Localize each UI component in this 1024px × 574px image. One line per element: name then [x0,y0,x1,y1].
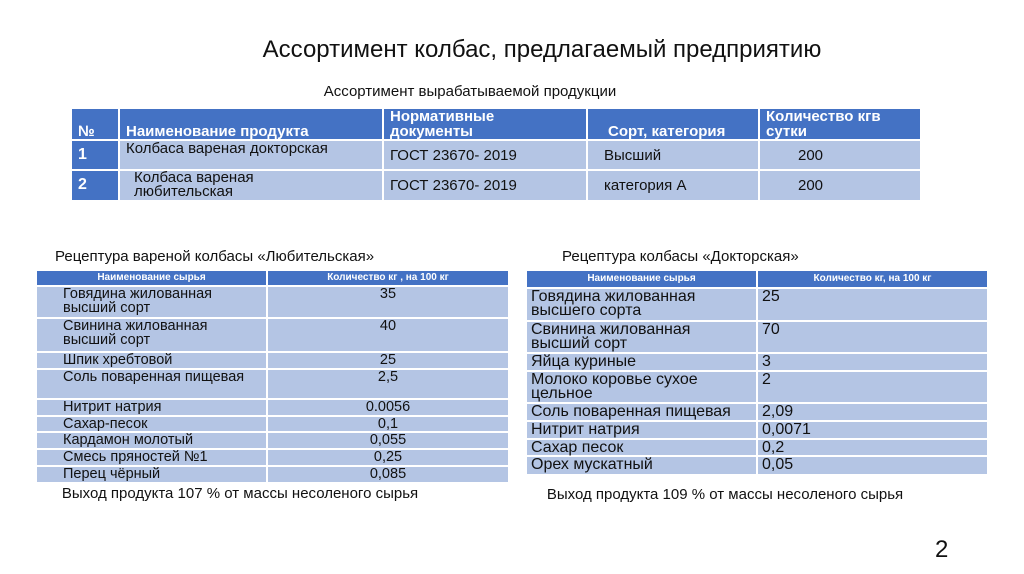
table-row [527,422,987,438]
recipe-table-lyubitelskaya [35,269,510,484]
cell: ГОСТ 23670- 2019 [384,171,586,200]
quantity-cell: 0,1 [268,417,508,432]
column-header: Сорт, категория [588,109,758,139]
recipe-left-title: Рецептура вареной колбасы «Любительская» [55,248,375,265]
table-row [37,450,508,465]
column-header: Нормативные документы [384,109,586,139]
table-row [37,353,508,368]
table-row [527,289,987,320]
table-row [527,354,987,370]
table-row [527,457,987,474]
ingredient-cell: Шпик хребтовой [37,353,266,368]
table-row [37,319,508,351]
table-row [527,372,987,402]
products-table-caption: Ассортимент вырабатываемой продукции [323,83,617,100]
quantity-cell: 35 [268,287,508,317]
table-row [72,141,920,169]
ingredient-cell: Яйца куриные [527,354,756,370]
table-row [527,322,987,352]
quantity-cell: 0,2 [758,440,987,455]
table-row [72,171,920,200]
quantity-cell: 2 [758,372,987,402]
column-header: Количество кг, на 100 кг [758,271,987,287]
quantity-cell: 2,09 [758,404,987,420]
quantity-cell: 0,25 [268,450,508,465]
quantity-cell: 25 [268,353,508,368]
table-row [37,287,508,317]
recipe-right-title: Рецептура колбасы «Докторская» [562,248,799,265]
ingredient-cell: Смесь пряностей №1 [37,450,266,465]
slide-title: Ассортимент колбас, предлагаемый предприятию [262,36,822,63]
ingredient-cell: Соль поваренная пищевая [37,370,266,398]
quantity-cell: 0,055 [268,433,508,448]
table-row [37,467,508,482]
ingredient-cell: Свинина жилованная высший сорт [37,319,266,351]
recipe-right-yield: Выход продукта 109 % от массы несоленого сырья [546,486,904,503]
column-header: Количество кгв сутки [760,109,920,139]
cell: 1 [72,141,118,169]
ingredient-cell: Перец чёрный [37,467,266,482]
ingredient-cell: Сахар песок [527,440,756,455]
ingredient-cell: Нитрит натрия [527,422,756,438]
quantity-cell: 40 [268,319,508,351]
cell: Колбаса вареная любительская [120,171,382,200]
recipe-table-doktorskaya [525,269,989,476]
cell: 2 [72,171,118,200]
ingredient-cell: Соль поваренная пищевая [527,404,756,420]
ingredient-cell: Нитрит натрия [37,400,266,415]
table-row [37,370,508,398]
table-row [37,417,508,432]
ingredient-cell: Говядина жилованная высший сорт [37,287,266,317]
cell: Колбаса вареная докторская [120,141,382,169]
quantity-cell: 0,05 [758,457,987,474]
column-header: Наименование сырья [527,271,756,287]
ingredient-cell: Молоко коровье сухое цельное [527,372,756,402]
table-row [527,404,987,420]
cell: Высший [588,141,758,169]
table-row [37,433,508,448]
ingredient-cell: Орех мускатный [527,457,756,474]
table-row [527,440,987,455]
ingredient-cell: Свинина жилованная высший сорт [527,322,756,352]
quantity-cell: 70 [758,322,987,352]
cell: 200 [760,171,920,200]
table-header-row [72,109,920,139]
cell: категория А [588,171,758,200]
column-header: Наименование продукта [120,109,382,139]
ingredient-cell: Говядина жилованная высшего сорта [527,289,756,320]
recipe-left-yield: Выход продукта 107 % от массы несоленого сырья [61,485,419,502]
cell: ГОСТ 23670- 2019 [384,141,586,169]
quantity-cell: 0.0056 [268,400,508,415]
page-number: 2 [935,536,949,563]
column-header: Количество кг , на 100 кг [268,271,508,285]
ingredient-cell: Сахар-песок [37,417,266,432]
column-header: Наименование сырья [37,271,266,285]
quantity-cell: 2,5 [268,370,508,398]
quantity-cell: 3 [758,354,987,370]
quantity-cell: 25 [758,289,987,320]
quantity-cell: 0,085 [268,467,508,482]
ingredient-cell: Кардамон молотый [37,433,266,448]
column-header: № [72,109,118,139]
quantity-cell: 0,0071 [758,422,987,438]
products-table [70,107,922,202]
table-row [37,400,508,415]
cell: 200 [760,141,920,169]
